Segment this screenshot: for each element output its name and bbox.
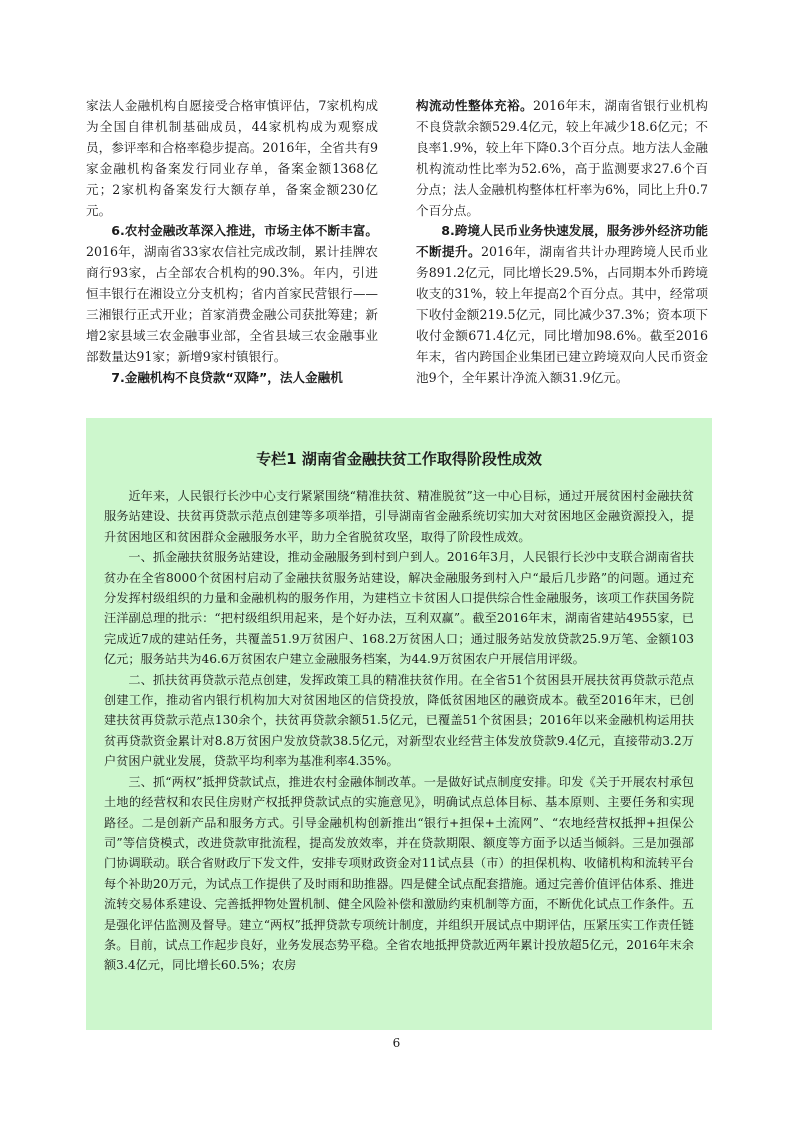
paragraph-continued: 家法人金融机构自愿接受合格审慎评估，7家机构成为全国自律机制基础成员，44家机构成为观察成员，参评率和合格率稳步提高。2016年，全省共有9家金融机构备案发行同业存单，备案金额1368亿元；2家机构备案发行大额存单，备案金额230亿元。 bbox=[86, 98, 378, 218]
section-7-start bbox=[86, 368, 378, 389]
box-paragraph-2: 二、抓扶贫再贷款示范点创建，发挥政策工具的精准扶贫作用。在全省51个贫困县开展扶贫再贷款示范点创建工作，推动省内银行机构加大对贫困地区的信贷投放，降低贫困地区的融资成本。截至2016年末，已创建扶贫再贷款示范点130余个，扶贫再贷款余额51.5亿元，已覆盖51个贫困县；2016年以来金融机构运用扶贫再贷款资金累计对8.8万贫困户发放贷款38.5亿元，对新型农业经营主体发放贷款9.4亿元，直接带动3.2万户贫困户就业发展，贷款平均利率为基准利率4.35%。 bbox=[104, 672, 694, 769]
section-6 bbox=[86, 221, 378, 367]
section-6-heading: 6.农村金融改革深入推进，市场主体不断丰富。 bbox=[111, 223, 378, 239]
section-6-body: 2016年，湖南省33家农信社完成改制，累计挂牌农商行93家，占全部农合机构的90.3%。年内，引进恒丰银行在湘设立分支机构；省内首家民营银行——三湘银行正式开业；首家消费金融公司获批筹建；新增2家县域三农金融事业部，全省县域三农金融事业部数量达91家；新增9家村镇银行。 bbox=[86, 244, 378, 364]
section-7-body: 2016年末，湖南省银行业机构不良贷款余额529.4亿元，较上年减少18.6亿元；不良率1.9%，较上年下降0.3个百分点。地方法人金融机构流动性比率为52.6%，高于监测要求27.6个百分点；法人金融机构整体杠杆率为6%，同比上升0.7个百分点。 bbox=[416, 98, 709, 218]
left-column bbox=[86, 96, 378, 389]
right-column bbox=[416, 96, 708, 389]
box-paragraph-1: 一、抓金融扶贫服务站建设，推动金融服务到村到户到人。2016年3月，人民银行长沙中支联合湖南省扶贫办在全省8000个贫困村启动了金融扶贫服务站建设，解决金融服务到村入户“最后几步路”的问题。通过充分发挥村级组织的力量和金融机构的服务作用，为建档立卡贫困人口提供综合性金融服务，该项工作获国务院汪洋副总理的批示：“把村级组织用起来，是个好办法，互利双赢”。截至2016年末，湖南省建站4955家，已完成近7成的建站任务，共覆盖51.9万贫困户、168.2万贫困人口；通过服务站发放贷款25.9万笔、金额103亿元；服务站共为46.6万贫困农户建立金融服务档案，为44.9万贫困农户开展信用评级。 bbox=[104, 550, 694, 667]
page-number: 6 bbox=[392, 1036, 401, 1050]
column-box bbox=[86, 418, 712, 1030]
section-7-continued bbox=[416, 96, 708, 221]
box-paragraph-intro: 近年来，人民银行长沙中心支行紧紧围绕“精准扶贫、精准脱贫”这一中心目标，通过开展贫困村金融扶贫服务站建设、扶贫再贷款示范点创建等多项举措，引导湖南省金融系统切实加大对贫困地区金融资源投入，提升贫困地区和贫困群众金融服务水平，助力全省脱贫攻坚，取得了阶段性成效。 bbox=[104, 489, 694, 544]
section-7-heading-continued: 构流动性整体充裕。 bbox=[416, 98, 533, 113]
box-paragraph-3: 三、抓“两权”抵押贷款试点，推进农村金融体制改革。一是做好试点制度安排。印发《关于开展农村承包土地的经营权和农民住房财产权抵押贷款试点的实施意见》，明确试点总体目标、基本原则、主要任务和实现路径。二是创新产品和服务方式。引导金融机构创新推出“银行+担保+土流网”、“农地经营权抵押+担保公司”等信贷模式，改进贷款审批流程，提高发放效率，并在贷款期限、额度等方面予以适当倾斜。三是加强部门协调联动。联合省财政厅下发文件，安排专项财政资金对11试点县（市）的担保机构、收储机构和流转平台每个补助20万元，为试点工作提供了及时雨和助推器。四是健全试点配套措施。通过完善价值评估体系、推进流转交易体系建设、完善抵押物处置机制、健全风险补偿和激励约束机制等方面，不断优化试点工作条件。五是强化评估监测及督导。建立“两权”抵押贷款专项统计制度，并组织开展试点中期评估，压紧压实工作责任链条。目前，试点工作起步良好，业务发展态势平稳。全省农地抵押贷款近两年累计投放超5亿元，2016年末余额3.4亿元，同比增长60.5%；农房 bbox=[104, 774, 694, 973]
box-title: 专栏1 湖南省金融扶贫工作取得阶段性成效 bbox=[256, 450, 542, 468]
section-8-heading: 8.跨境人民币业务快速发展，服务涉外经济功能不断提升。 bbox=[416, 223, 708, 260]
section-8 bbox=[416, 221, 708, 388]
section-8-body: 2016年，湖南省共计办理跨境人民币业务891.2亿元，同比增长29.5%，占同期本外币跨境收支的31%，较上年提高2个百分点。其中，经常项下收付金额219.5亿元，同比减少37.3%；资本项下收付金额671.4亿元，同比增加98.6%。截至2016年末，省内跨国企业集团已建立跨境双向人民币资金池9个，全年累计净流入额31.9亿元。 bbox=[416, 244, 708, 385]
section-7-heading: 7.金融机构不良贷款“双降”，法人金融机 bbox=[111, 369, 343, 385]
